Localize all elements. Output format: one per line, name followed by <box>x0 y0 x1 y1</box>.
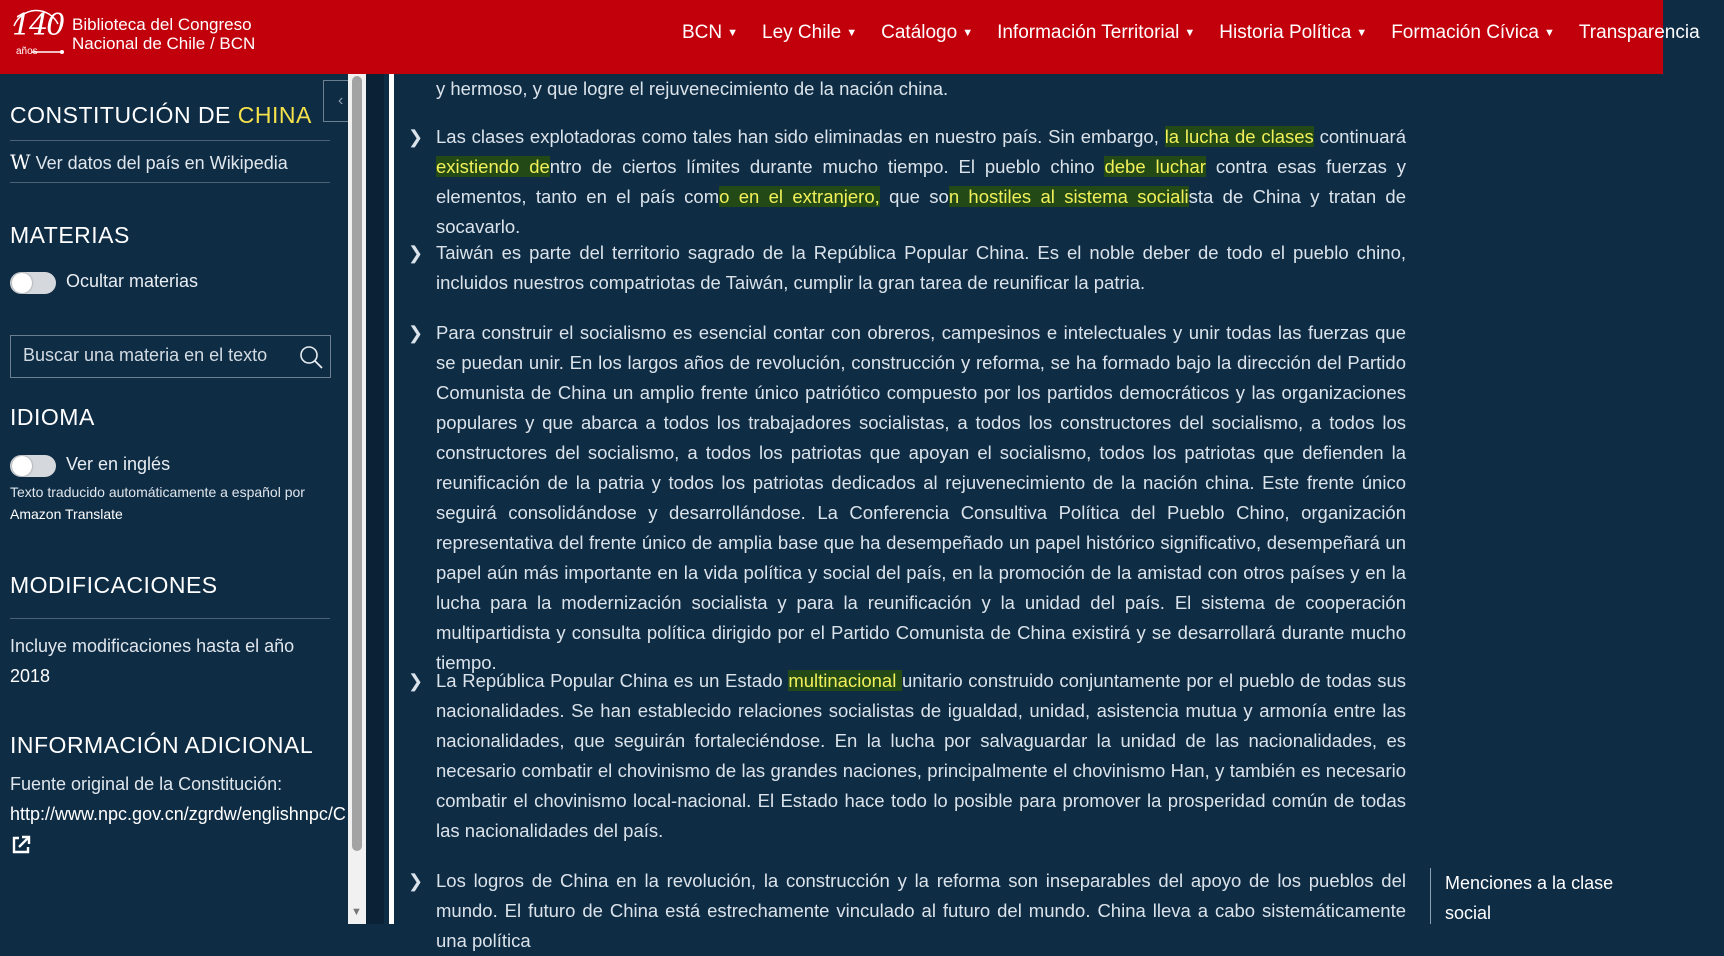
wikipedia-w-icon: W <box>10 150 31 174</box>
main-nav <box>682 22 1724 44</box>
caret-down-icon: ▼ <box>727 27 739 39</box>
paragraph <box>410 122 1406 242</box>
title-country: CHINA <box>237 102 312 128</box>
text-segment: ntro de ciertos límites durante mucho tiempo. El pueblo chino <box>549 156 1105 177</box>
nav-item-historia-politica[interactable] <box>1219 22 1367 44</box>
materia-highlight[interactable]: multinacional <box>788 670 902 691</box>
nav-label: Formación Cívica <box>1391 22 1540 43</box>
anniversary-140-logo-icon <box>8 6 64 62</box>
logo-years: años <box>16 46 38 57</box>
nav-label: Información Territorial <box>997 22 1180 43</box>
chevron-right-icon: ❯ <box>408 243 424 263</box>
search-icon[interactable] <box>298 344 324 370</box>
nav-item-catalogo[interactable] <box>881 22 973 44</box>
text-segment: Las clases explotadoras como tales han sido eliminadas en nuestro país. Sin embargo, <box>436 126 1165 147</box>
translation-note: Texto traducido automáticamente a español por <box>10 484 305 500</box>
text-segment: La República Popular China es un Estado <box>436 670 789 691</box>
chevron-right-icon: ❯ <box>408 671 424 691</box>
modificaciones-year: 2018 <box>10 666 51 686</box>
paragraph <box>410 318 1406 678</box>
mentions-label: Menciones a la clase social <box>1445 873 1614 923</box>
info-heading: INFORMACIÓN ADICIONAL <box>10 732 314 758</box>
paragraph-text: Para construir el socialismo es esencial contar con obreros, campesinos e intelectuales y unir todas las fuerzas que se puedan unir. En los largos años de revolución, construcción y reforma, se ha formado bajo la dirección del Partido Comunista de China un amplio frente único patriótico compuesto por los partidos democráticos y las organizaciones populares y que abarca a todos los trabajadores socialistas, a todos los constructores del socialismo, a todos los constructores del socialismo, a todos los patriotas que apoyan el socialismo, todos los patriotas que defienden la reunificación de la patria y todos los patriotas dedicados al rejuvenecimiento de la nación china. Este frente único seguirá consolidándose y desarrollándose. La Conferencia Consultiva Política del Pueblo Chino, organización representativa del frente único de amplia base que ha desempeñado un papel histórico significativo, desempeñará un papel aún más importante en la vida política y social del país, en la promoción de la amistad con otros países y en la lucha para la modernización socialista y para la reunificación y la unidad del país. El sistema de cooperación multipartidista y consulta política dirigido por el Partido Comunista de China existirá y se desarrollará durante mucho tiempo. <box>436 322 1406 673</box>
nav-label: Ley Chile <box>762 22 842 43</box>
text-segment: sta de China y tratan de socavarlo. <box>436 186 1406 237</box>
nav-label: Transparencia <box>1578 22 1700 43</box>
logo-line-1: Biblioteca del Congreso <box>72 15 252 34</box>
nav-label: BCN <box>682 22 723 43</box>
divider <box>10 182 330 183</box>
idioma-heading: IDIOMA <box>10 404 95 430</box>
mentions-panel[interactable] <box>1430 868 1663 924</box>
materia-search-input[interactable] <box>23 345 283 366</box>
nav-item-transparencia[interactable] <box>1579 22 1700 44</box>
caret-down-icon: ▼ <box>962 27 974 39</box>
wikipedia-link[interactable] <box>10 150 288 174</box>
nav-label: Catálogo <box>881 22 958 43</box>
chevron-left-icon: ‹ <box>338 92 344 109</box>
content-left-border <box>389 74 394 924</box>
paragraph-text: y hermoso, y que logre el rejuvenecimiento de la nación china. <box>436 78 949 99</box>
modificaciones-heading: MODIFICACIONES <box>10 572 218 598</box>
sidebar-scrollbar[interactable] <box>348 74 366 924</box>
toggle-knob <box>12 273 32 293</box>
text-segment: unitario construido conjuntamente por el pueblo de todas sus nacionalidades. Se han establecido relaciones socialistas de igualdad, unidad, asistencia mutua y armonía entre las nacionalidades, que seguirán fortaleciéndose. En la lucha por salvaguardar la unidad de las nacionalidades, es necesario combatir el chovinismo de las grandes naciones, principalmente el chovinismo Han, y también es necesario combatir el chovinismo local-nacional. El Estado hace todo lo posible para promover la prosperidad común de todas las nacionalidades del país. <box>436 670 1406 841</box>
sidebar <box>0 74 346 924</box>
nav-item-ley-chile[interactable] <box>762 22 857 44</box>
bcn-logo[interactable] <box>8 6 255 62</box>
constitution-title <box>10 102 312 129</box>
nav-item-formacion-civica[interactable] <box>1391 22 1555 44</box>
chevron-right-icon: ❯ <box>408 871 424 891</box>
caret-down-icon: ▼ <box>1184 27 1196 39</box>
text-segment: contra esas fuerzas y elementos, tanto en el país com <box>436 156 1406 207</box>
logo-text <box>72 15 255 53</box>
paragraph-text: Los logros de China en la revolución, la construcción y la reforma son inseparables del apoyo de los pueblos del mundo. El futuro de China está estrechamente vinculado al futuro del mundo. China lleva a cabo sistemáticamente una política <box>436 870 1406 951</box>
materias-toggle-label: Ocultar materias <box>66 271 199 291</box>
divider <box>10 618 330 619</box>
modificaciones-text: Incluye modificaciones hasta el año <box>10 636 295 656</box>
panel-gutter <box>366 74 384 924</box>
materia-highlight[interactable]: la lucha de clases <box>1164 126 1314 147</box>
text-segment: que so <box>879 186 949 207</box>
caret-down-icon: ▼ <box>1544 27 1555 39</box>
paragraph <box>410 866 1406 956</box>
nav-item-bcn[interactable] <box>682 22 738 44</box>
wikipedia-link-label: Ver datos del país en Wikipedia <box>35 153 288 173</box>
materias-toggle-switch[interactable] <box>10 272 56 294</box>
nav-label: Historia Política <box>1219 22 1352 43</box>
materia-highlight[interactable]: n hostiles al sistema sociali <box>948 186 1189 207</box>
caret-down-icon: ▼ <box>1356 27 1368 39</box>
info-source-url[interactable]: http://www.npc.gov.cn/zgrdw/englishnpc/C <box>10 804 346 824</box>
external-link-icon[interactable] <box>10 834 32 856</box>
constitution-text <box>408 74 1407 951</box>
materia-highlight[interactable]: debe luchar <box>1104 156 1206 177</box>
scrollbar-thumb[interactable] <box>352 76 362 851</box>
toggle-knob <box>12 456 32 476</box>
top-navbar <box>0 0 1700 74</box>
english-toggle-label: Ver en inglés <box>66 454 171 474</box>
materia-highlight[interactable]: o en el extranjero, <box>719 186 880 207</box>
text-segment: continuará <box>1313 126 1407 147</box>
divider <box>10 140 330 141</box>
title-prefix: CONSTITUCIÓN DE <box>10 102 231 128</box>
logo-line-2: Nacional de Chile / BCN <box>72 34 256 53</box>
paragraph-text <box>410 666 1406 846</box>
materias-heading: MATERIAS <box>10 222 130 248</box>
translation-provider: Amazon Translate <box>10 506 123 522</box>
paragraph-text: Taiwán es parte del territorio sagrado de la República Popular China. Es el noble deber de todo el pueblo chino, incluidos nuestros compatriotas de Taiwán, cumplir la gran tarea de reunificar la patria. <box>436 242 1406 293</box>
info-source-label: Fuente original de la Constitución: <box>10 774 283 794</box>
paragraph <box>410 238 1406 298</box>
paragraph-text <box>410 122 1406 242</box>
nav-item-informacion-territorial[interactable] <box>997 22 1195 44</box>
materia-highlight[interactable]: existiendo de <box>436 156 550 177</box>
materia-search-box <box>10 335 331 378</box>
english-toggle-switch[interactable] <box>10 455 56 477</box>
paragraph <box>410 666 1406 846</box>
chevron-right-icon: ❯ <box>408 323 424 343</box>
scroll-down-arrow-icon[interactable]: ▼ <box>351 906 362 918</box>
chevron-right-icon: ❯ <box>408 127 424 147</box>
paragraph <box>410 74 1406 104</box>
logo-number: 140 <box>12 8 64 43</box>
caret-down-icon: ▼ <box>846 27 858 39</box>
